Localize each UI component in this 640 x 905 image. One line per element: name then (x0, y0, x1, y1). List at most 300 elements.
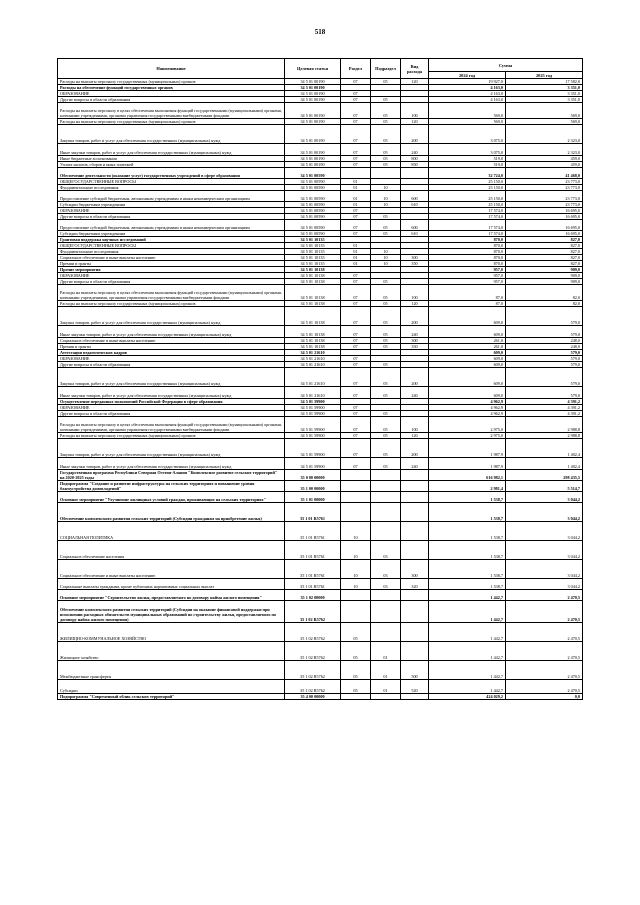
row-name: Уплата налогов, сборов и иных платежей (58, 162, 285, 168)
row-subsection: 05 (371, 144, 401, 156)
row-section: 07 (341, 433, 371, 439)
row-value-year2: 579,0 (506, 350, 583, 356)
row-subsection (371, 492, 401, 503)
row-code: 35 1 02 00000 (285, 590, 341, 601)
row-subsection: 05 (371, 362, 401, 368)
table-row (58, 492, 583, 503)
row-section: 07 (341, 273, 371, 279)
row-name: Расходы на выплаты персоналу в целях обеспечения выполнения функций государственными (муниципальными) органами, казенными учреждениями, органами управления государственными внебюджетными фондами (58, 417, 285, 433)
table-row (58, 694, 583, 700)
table-row (58, 470, 583, 481)
row-section: 07 (341, 91, 371, 97)
row-value-year2: 579,0 (506, 387, 583, 399)
row-name: ОБРАЗОВАНИЕ (58, 356, 285, 362)
row-value-year2: 2 470,5 (506, 590, 583, 601)
row-value-year1: 609,0 (429, 387, 506, 399)
row-name: Подпрограмма "Современный облик сельских территорий" (58, 694, 285, 700)
row-code: 34 5 01 00190 (285, 162, 341, 168)
row-section: 07 (341, 97, 371, 103)
row-subsection: 05 (371, 387, 401, 399)
row-name: Другие вопросы в области образования (58, 279, 285, 285)
row-code: 34 5 01 59900 (285, 399, 341, 405)
row-value-year2: 4 391,2 (506, 399, 583, 405)
row-value-year2: 579,0 (506, 326, 583, 338)
row-expense-type: 300 (401, 338, 429, 344)
row-section: 01 (341, 255, 371, 261)
row-name: Расходы на выплаты персоналу в целях обеспечения выполнения функций государственными (муниципальными) органами, казенными учреждениями, органами управления государственными внебюджетными фондами (58, 285, 285, 301)
row-section (341, 168, 371, 179)
row-name: Основное мероприятие "Строительство жилья, предоставляемого по договору найма жилого помещения" (58, 590, 285, 601)
row-value-year1: 569,0 (429, 119, 506, 125)
row-name: Субсидии (58, 680, 285, 694)
row-name: Иные закупки товаров, работ и услуг для обеспечения государственных (муниципальных) нужд (58, 458, 285, 470)
row-value-year2: 459,0 (506, 156, 583, 162)
row-code: 34 5 01 10135 (285, 255, 341, 261)
row-section: 01 (341, 261, 371, 267)
row-code: 34 5 01 21610 (285, 350, 341, 356)
row-value-year1: 569,0 (429, 103, 506, 119)
row-expense-type: 600 (401, 220, 429, 231)
row-subsection: 01 (371, 680, 401, 694)
row-code: 34 5 01 10138 (285, 344, 341, 350)
row-expense-type: 850 (401, 162, 429, 168)
row-section: 07 (341, 103, 371, 119)
row-value-year1: 1 538,7 (429, 503, 506, 522)
row-name: Закупка товаров, работ и услуг для обеспечения государственных (муниципальных) нужд (58, 125, 285, 144)
page-number: 518 (314, 28, 326, 36)
row-section: 10 (341, 579, 371, 590)
row-code: 34 5 01 21610 (285, 362, 341, 368)
row-section: 07 (341, 119, 371, 125)
row-section: 07 (341, 156, 371, 162)
row-value-year2: 2 470,5 (506, 661, 583, 680)
row-value-year1: 1 442,7 (429, 623, 506, 642)
row-subsection: 03 (371, 579, 401, 590)
row-value-year2: 5 514,7 (506, 481, 583, 492)
row-value-year2: 2 470,5 (506, 680, 583, 694)
row-value-year2: 459,0 (506, 162, 583, 168)
row-code: 34 5 01 10138 (285, 273, 341, 279)
row-section: 07 (341, 417, 371, 433)
row-code: 34 5 01 10138 (285, 307, 341, 326)
row-code: 35 1 02 R5762 (285, 642, 341, 661)
row-code: 34 5 01 00590 (285, 214, 341, 220)
row-name: Иные бюджетные ассигнования (58, 156, 285, 162)
row-value-year1: 1 987,9 (429, 458, 506, 470)
row-section: 07 (341, 231, 371, 237)
row-value-year2: 23 773,0 (506, 185, 583, 191)
row-value-year2: 298 435,5 (506, 470, 583, 481)
row-subsection: 05 (371, 103, 401, 119)
row-name: Иные закупки товаров, работ и услуг для обеспечения государственных (муниципальных) нужд (58, 144, 285, 156)
row-value-year2: 4 391,2 (506, 411, 583, 417)
row-value-year1: 616 982,1 (429, 470, 506, 481)
row-code: 34 5 01 00190 (285, 91, 341, 97)
table-row (58, 144, 583, 156)
row-subsection (371, 601, 401, 623)
row-code: 34 5 01 00190 (285, 97, 341, 103)
row-name: Социальное обеспечение и иные выплаты населению (58, 255, 285, 261)
row-value-year1: 17 574,0 (429, 208, 506, 214)
row-expense-type: 200 (401, 307, 429, 326)
row-section (341, 470, 371, 481)
row-name: Обеспечение деятельности (оказание услуг) государственных учреждений в сфере образования (58, 168, 285, 179)
row-subsection: 05 (371, 125, 401, 144)
row-name: Предоставление субсидий бюджетным, автономным учреждениям и иным некоммерческим организациям (58, 220, 285, 231)
row-name: СОЦИАЛЬНАЯ ПОЛИТИКА (58, 522, 285, 541)
row-name: Иные закупки товаров, работ и услуг для обеспечения государственных (муниципальных) нужд (58, 387, 285, 399)
row-section: 07 (341, 285, 371, 301)
row-value-year2: 579,0 (506, 356, 583, 362)
table-row (58, 680, 583, 694)
row-value-year2: 827,0 (506, 237, 583, 243)
row-code: 34 5 01 00190 (285, 79, 341, 85)
row-section (341, 694, 371, 700)
row-section: 07 (341, 279, 371, 285)
row-expense-type: 520 (401, 680, 429, 694)
row-section: 05 (341, 642, 371, 661)
row-name: Межбюджетные трансферты (58, 661, 285, 680)
row-value-year2: 2 323,0 (506, 125, 583, 144)
table-row (58, 103, 583, 119)
row-section: 07 (341, 458, 371, 470)
row-name: Другие вопросы в области образования (58, 97, 285, 103)
row-expense-type (401, 492, 429, 503)
row-expense-type: 100 (401, 103, 429, 119)
row-expense-type (401, 642, 429, 661)
row-subsection: 01 (371, 642, 401, 661)
row-code: 35 1 02 R5762 (285, 661, 341, 680)
row-code: 35 1 02 R5762 (285, 680, 341, 694)
row-section: 07 (341, 307, 371, 326)
row-code: 34 5 01 00590 (285, 231, 341, 237)
row-value-year1: 1 538,7 (429, 522, 506, 541)
row-name: Социальное обеспечение населения (58, 541, 285, 560)
row-value-year2: 2 988,8 (506, 417, 583, 433)
row-subsection: 10 (371, 255, 401, 261)
row-value-year1: 2 975,0 (429, 433, 506, 439)
table-row (58, 579, 583, 590)
table-row (58, 590, 583, 601)
header-expense-type: Вид расхода (401, 59, 429, 79)
header-subsection: Подраздел (371, 59, 401, 79)
row-value-year2: 3 351,0 (506, 91, 583, 97)
row-value-year1: 25 150,0 (429, 185, 506, 191)
row-expense-type: 600 (401, 191, 429, 202)
row-value-year2: 569,0 (506, 119, 583, 125)
row-section: 07 (341, 356, 371, 362)
row-code: 34 5 01 59900 (285, 405, 341, 411)
row-code: 35 1 02 R5762 (285, 601, 341, 623)
row-value-year2: 3 044,2 (506, 579, 583, 590)
row-section: 07 (341, 144, 371, 156)
row-value-year2: 82,0 (506, 301, 583, 307)
table-body (58, 79, 583, 700)
row-expense-type: 610 (401, 231, 429, 237)
budget-table (57, 58, 583, 700)
header-year2: 2025 год (506, 72, 583, 79)
row-code: 34 5 01 00590 (285, 168, 341, 179)
row-code: 34 5 01 00590 (285, 208, 341, 214)
row-expense-type (401, 481, 429, 492)
table-row (58, 481, 583, 492)
row-name: Расходы на выплаты персоналу в целях обеспечения выполнения функций государственными (муниципальными) органами, казенными учреждениями, органами управления государственными внебюджетными фондами (58, 103, 285, 119)
row-expense-type: 200 (401, 125, 429, 144)
row-name: Другие вопросы в области образования (58, 362, 285, 368)
row-value-year1: 17 574,0 (429, 220, 506, 231)
row-value-year1: 870,0 (429, 261, 506, 267)
row-value-year2: 827,0 (506, 243, 583, 249)
row-code: 34 5 01 10138 (285, 279, 341, 285)
row-section: 01 (341, 179, 371, 185)
table-row (58, 387, 583, 399)
row-name: ОБРАЗОВАНИЕ (58, 208, 285, 214)
row-value-year1: 1 538,7 (429, 560, 506, 579)
row-value-year2: 3 044,2 (506, 560, 583, 579)
row-value-year1: 609,0 (429, 326, 506, 338)
table-row (58, 326, 583, 338)
row-value-year1: 609,0 (429, 350, 506, 356)
row-expense-type: 240 (401, 326, 429, 338)
row-subsection: 05 (371, 458, 401, 470)
row-name: Премии и гранты (58, 344, 285, 350)
row-value-year2: 23 773,0 (506, 191, 583, 202)
row-value-year2: 909,0 (506, 279, 583, 285)
row-value-year1: 609,0 (429, 368, 506, 387)
row-value-year1: 870,0 (429, 249, 506, 255)
row-section: 05 (341, 623, 371, 642)
row-value-year2: 2 323,0 (506, 144, 583, 156)
row-name: Обеспечение комплексного развития сельских территорий (Субсидии на оказание финансовой поддержки при исполнении расходных обязательств муниципальных образований по строительству жилья, предоставляемого по договору найма жилого помещения) (58, 601, 285, 623)
row-value-year2: 3 044,2 (506, 492, 583, 503)
row-code: 34 5 01 00190 (285, 156, 341, 162)
row-expense-type (401, 541, 429, 560)
row-section (341, 481, 371, 492)
row-subsection: 05 (371, 417, 401, 433)
table-row (58, 601, 583, 623)
row-section: 05 (341, 680, 371, 694)
row-expense-type: 300 (401, 255, 429, 261)
row-value-year2: 2 470,5 (506, 601, 583, 623)
row-value-year1: 519,0 (429, 162, 506, 168)
row-subsection (371, 590, 401, 601)
table-row (58, 285, 583, 301)
row-section: 07 (341, 368, 371, 387)
row-value-year1: 1 987,9 (429, 439, 506, 458)
row-subsection (371, 470, 401, 481)
row-value-year2: 3 351,0 (506, 85, 583, 91)
row-value-year1: 87,0 (429, 301, 506, 307)
row-value-year2: 0,0 (506, 694, 583, 700)
row-value-year1: 2 975,0 (429, 417, 506, 433)
row-value-year1: 1 442,7 (429, 680, 506, 694)
row-subsection: 05 (371, 119, 401, 125)
row-value-year2: 16 695,0 (506, 231, 583, 237)
row-subsection (371, 522, 401, 541)
row-section: 07 (341, 405, 371, 411)
row-expense-type: 120 (401, 433, 429, 439)
table-row (58, 168, 583, 179)
row-code: 35 1 01 R5761 (285, 522, 341, 541)
row-name: ОБЩЕГОСУДАРСТВЕННЫЕ ВОПРОСЫ (58, 243, 285, 249)
row-name: Грантовая поддержка научных исследований (58, 237, 285, 243)
row-section: 10 (341, 560, 371, 579)
header-year1: 2024 год (429, 72, 506, 79)
row-value-year1: 19 927,0 (429, 79, 506, 85)
row-name: ОБРАЗОВАНИЕ (58, 273, 285, 279)
row-code: 34 5 01 00590 (285, 191, 341, 202)
row-subsection (371, 168, 401, 179)
row-code: 34 5 01 00190 (285, 103, 341, 119)
row-subsection (371, 623, 401, 642)
row-value-year1: 870,0 (429, 237, 506, 243)
row-value-year2: 23 773,0 (506, 202, 583, 208)
row-name: ОБЩЕГОСУДАРСТВЕННЫЕ ВОПРОСЫ (58, 179, 285, 185)
table-row (58, 220, 583, 231)
row-subsection: 10 (371, 249, 401, 255)
row-value-year1: 609,0 (429, 362, 506, 368)
row-value-year2: 41 468,0 (506, 168, 583, 179)
row-name: Закупка товаров, работ и услуг для обеспечения государственных (муниципальных) нужд (58, 368, 285, 387)
row-name: Субсидии бюджетным учреждениям (58, 231, 285, 237)
row-code: 34 5 01 59900 (285, 458, 341, 470)
row-value-year1: 261,0 (429, 338, 506, 344)
row-subsection: 10 (371, 261, 401, 267)
row-value-year1: 3 075,0 (429, 144, 506, 156)
row-name: ЖИЛИЩНО-КОММУНАЛЬНОЕ ХОЗЯЙСТВО (58, 623, 285, 642)
row-name: Фундаментальные исследования (58, 185, 285, 191)
table-row (58, 623, 583, 642)
row-subsection: 05 (371, 368, 401, 387)
row-value-year1: 32 724,0 (429, 168, 506, 179)
header-name: Наименование (58, 59, 285, 79)
row-section: 07 (341, 344, 371, 350)
row-code: 34 5 01 59900 (285, 439, 341, 458)
row-value-year1: 609,0 (429, 307, 506, 326)
row-value-year2: 17 582,0 (506, 79, 583, 85)
row-name: Осуществление переданных полномочий Российской Федерации в сфере образования (58, 399, 285, 405)
row-subsection (371, 694, 401, 700)
row-value-year1: 4 163,0 (429, 91, 506, 97)
row-subsection: 05 (371, 338, 401, 344)
row-value-year1: 4 962,9 (429, 411, 506, 417)
row-value-year2: 909,0 (506, 267, 583, 273)
row-section: 07 (341, 301, 371, 307)
row-code: 34 5 01 00190 (285, 85, 341, 91)
row-value-year1: 870,0 (429, 243, 506, 249)
row-value-year1: 17 574,0 (429, 214, 506, 220)
row-section: 01 (341, 191, 371, 202)
row-expense-type (401, 470, 429, 481)
row-name: Иные закупки товаров, работ и услуг для обеспечения государственных (муниципальных) нужд (58, 326, 285, 338)
table-row (58, 661, 583, 680)
row-section: 07 (341, 439, 371, 458)
row-code: 34 5 01 21610 (285, 387, 341, 399)
row-code: 34 5 01 00590 (285, 202, 341, 208)
row-value-year1: 870,0 (429, 255, 506, 261)
row-code: 35 1 01 R5761 (285, 579, 341, 590)
row-value-year2: 1 402,4 (506, 439, 583, 458)
row-code: 35 0 00 00000 (285, 470, 341, 481)
row-value-year1: 3 075,0 (429, 125, 506, 144)
row-section: 01 (341, 202, 371, 208)
row-value-year2: 1 402,4 (506, 458, 583, 470)
row-subsection: 05 (371, 411, 401, 417)
row-code: 35 1 01 00000 (285, 492, 341, 503)
row-subsection: 05 (371, 307, 401, 326)
row-expense-type: 120 (401, 301, 429, 307)
row-value-year2: 2 470,5 (506, 623, 583, 642)
row-subsection: 05 (371, 439, 401, 458)
row-section: 07 (341, 362, 371, 368)
row-name: Премии и гранты (58, 261, 285, 267)
row-value-year1: 1 442,7 (429, 590, 506, 601)
row-subsection: 01 (371, 661, 401, 680)
table-row (58, 503, 583, 522)
row-expense-type: 350 (401, 261, 429, 267)
table-row (58, 439, 583, 458)
row-section: 07 (341, 208, 371, 214)
row-value-year2: 248,0 (506, 338, 583, 344)
table-row (58, 522, 583, 541)
row-section: 07 (341, 125, 371, 144)
row-code: 34 5 01 21610 (285, 356, 341, 362)
row-subsection: 05 (371, 301, 401, 307)
row-value-year1: 1 442,7 (429, 601, 506, 623)
row-name: Другие вопросы в области образования (58, 411, 285, 417)
row-section (341, 503, 371, 522)
row-subsection: 10 (371, 185, 401, 191)
row-name: Расходы на выплаты персоналу государственных (муниципальных) органов (58, 301, 285, 307)
row-value-year1: 87,0 (429, 285, 506, 301)
row-name: Государственная программа Республики Северная Осетия-Алания "Комплексное развитие сельских территорий" на 2020-2025 годы (58, 470, 285, 481)
row-value-year2: 3 044,2 (506, 541, 583, 560)
row-section: 01 (341, 249, 371, 255)
row-code: 34 5 01 59900 (285, 417, 341, 433)
row-section (341, 590, 371, 601)
row-value-year1: 957,0 (429, 267, 506, 273)
table-row (58, 368, 583, 387)
row-value-year1: 1 538,7 (429, 579, 506, 590)
row-subsection: 10 (371, 202, 401, 208)
row-value-year1: 4 163,0 (429, 97, 506, 103)
row-code: 34 5 01 10135 (285, 249, 341, 255)
row-expense-type (401, 503, 429, 522)
row-value-year1: 957,0 (429, 279, 506, 285)
row-name: Аттестация педагогических кадров (58, 350, 285, 356)
row-section: 07 (341, 214, 371, 220)
row-value-year2: 827,0 (506, 249, 583, 255)
row-value-year1: 1 538,7 (429, 541, 506, 560)
row-code: 35 1 02 R5762 (285, 623, 341, 642)
row-subsection: 05 (371, 97, 401, 103)
row-section: 07 (341, 387, 371, 399)
table-row (58, 541, 583, 560)
row-subsection: 05 (371, 433, 401, 439)
table-row (58, 307, 583, 326)
table-row (58, 458, 583, 470)
row-expense-type (401, 623, 429, 642)
row-value-year1: 957,0 (429, 273, 506, 279)
row-code: 34 5 01 00190 (285, 144, 341, 156)
row-subsection: 05 (371, 285, 401, 301)
row-code: 34 5 01 10135 (285, 237, 341, 243)
row-section: 10 (341, 541, 371, 560)
row-value-year1: 1 538,7 (429, 492, 506, 503)
table-row (58, 560, 583, 579)
row-code: 35 1 01 R5761 (285, 503, 341, 522)
row-name: Социальное обеспечение и иные выплаты населению (58, 338, 285, 344)
